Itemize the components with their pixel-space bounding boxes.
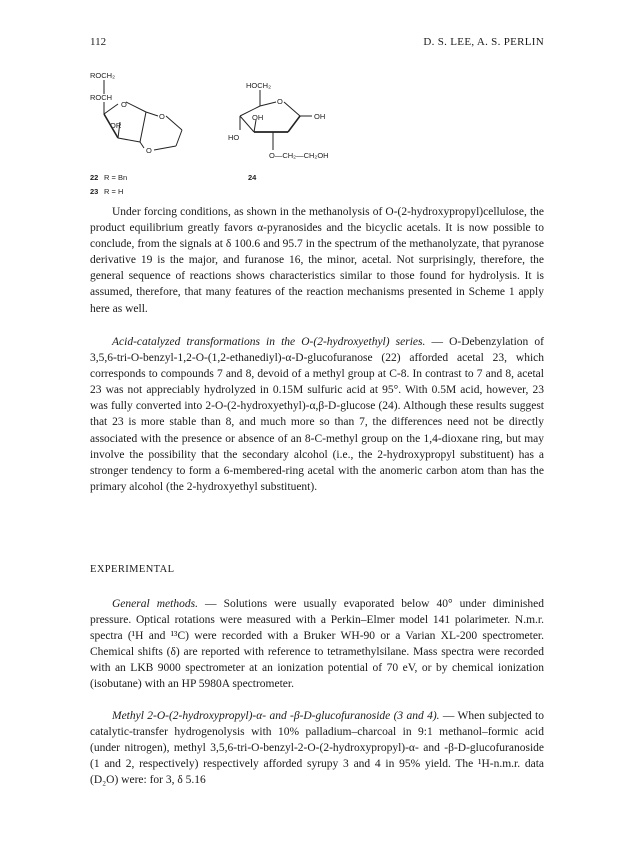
section-heading: EXPERIMENTAL [90, 564, 175, 575]
paragraph-hydroxyethyl [90, 334, 544, 495]
right-ring-oh: OH [252, 113, 264, 122]
label-23-num: 23 [90, 187, 99, 196]
structure-24 [240, 90, 312, 150]
structure-scheme [88, 58, 548, 198]
paragraph-general-methods [90, 596, 544, 693]
right-bottom-chain: O—CH₂—CH₂OH [269, 151, 329, 160]
paragraph-title: Methyl 2-O-(2-hydroxypropyl)-α- and -β-D-glucofuranoside (3 and 4). [112, 710, 440, 722]
left-top-group: ROCH₂ [90, 71, 115, 80]
right-ho: HO [228, 133, 240, 142]
left-ring-o2: O [159, 112, 165, 121]
paragraph-title: General methods. [112, 598, 198, 610]
label-24: 24 [248, 173, 257, 182]
label-22-num: 22 [90, 173, 99, 182]
paragraph-text: Methyl 2-O-(2-hydroxypropyl)-α- and -β-D-glucofuranoside (3 and 4). — When subjected to catalytic-transfer hydrogenolysis with 10% palladium–charcoal in 9:1 methanol–formic acid (under nitrogen), methyl 3,5,6-tri-O-benzyl-2-O-(2-hydroxypropyl)-α- and -β-D-glucofuranoside (1 and 2, respectively) respectively afforded syrupy 3 and 4 in 95% yield. The ¹H-n.m.r. data (D₂O) were: for 3, δ 5.16 [90, 710, 544, 787]
running-authors: D. S. LEE, A. S. PERLIN [423, 36, 544, 48]
paragraph-methyl-glucofuranoside [90, 708, 544, 788]
label-23-text: R = H [104, 187, 124, 196]
paragraph-text: General methods. — Solutions were usually evaporated below 40° under diminished pressure. Optical rotations were measured with a Perkin–Elmer model 141 polarimeter. N.m.r. spectra (¹H and ¹³C) were recorded with a Bruker WH-90 or a Varian XL-200 spectrometer. Chemical shifts (δ) are reported with reference to tetramethylsilane. Mass spectra were recorded with an LKB 9000 spectrometer at an ionization potential of 70 eV, or by chemical ionization (isobutane) with an HP 5980A spectrometer. [90, 598, 544, 691]
left-mid-group: ROCH [90, 93, 113, 102]
left-ring-o3: O [146, 146, 152, 155]
paragraph-body: When subjected to catalytic-transfer hydrogenolysis with 10% palladium–charcoal in 9:1 methanol–formic acid (under nitrogen), methyl 3,5,6-tri-O-benzyl-2-O-(2-hydroxypropyl)-α- and -β-D-glucofuranoside (1 and 2, respectively) respectively afforded syrupy 3 and 4 in 95% yield. The ¹H-n.m.r. data (D₂O) were: for 3, δ 5.16 [90, 710, 544, 787]
right-anomeric-oh: OH [314, 112, 326, 121]
paragraph-text: Under forcing conditions, as shown in the methanolysis of O-(2-hydroxypropyl)cellulose, the product equilibrium greatly favors α-pyranosides and the bicyclic acetals. It is now possible to conclude, from the signals at δ 100.6 and 95.7 in the spectrum of the methanolyzate, that pyranose derivative 19 is the major, and furanose 16, the minor, acetal. Not surprisingly, therefore, the general sequence of reactions shows characteristics similar to those found for hydrolysis. It is assumed, therefore, that many features of the reaction mechanisms presented in Scheme 1 apply here as well. [90, 206, 544, 315]
paragraph-body: O-Debenzylation of 3,5,6-tri-O-benzyl-1,2-O-(1,2-ethanediyl)-α-D-glucofuranose (22) afforded acetal 23, which corresponds to compounds 7 and 8, devoid of a methyl group at C-8. In contrast to 7 and 8, acetal 23 was not appreciably hydrolyzed in 0.15M sulfuric acid at 95°. With 0.5M acid, however, 23 was fully converted into 2-O-(2-hydroxyethyl)-α,β-D-glucose (24). Although these results suggest that 23 is more stable than 8, and much more so than 7, the differences need not be directly associated with the presence or absence of an 8-C-methyl group on the 1,4-dioxane ring, but may involve the possibility that the secondary alcohol (i.e., the 2-hydroxypropyl substituent) has a stronger tendency to form a 6-membered-ring acetal with the anomeric carbon atom than has the primary alcohol (the 2-hydroxyethyl substituent). [90, 336, 544, 493]
left-ring-substituent: OR [110, 121, 122, 130]
structure-22-23 [104, 80, 182, 150]
paragraph-body: Solutions were usually evaporated below 40° under diminished pressure. Optical rotations were measured with a Perkin–Elmer model 141 polarimeter. N.m.r. spectra (¹H and ¹³C) were recorded with a Bruker WH-90 or a Varian XL-200 spectrometer. Chemical shifts (δ) are reported with reference to tetramethylsilane. Mass spectra were recorded with an LKB 9000 spectrometer at an ionization potential of 70 eV, or by chemical ionization (isobutane) with an HP 5980A spectrometer. [90, 598, 544, 691]
paragraph-text: Acid-catalyzed transformations in the O-(2-hydroxyethyl) series. — O-Debenzylation of 3,5,6-tri-O-benzyl-1,2-O-(1,2-ethanediyl)-α-D-glucofuranose (22) afforded acetal 23, which corresponds to compounds 7 and 8, devoid of a methyl group at C-8. In contrast to 7 and 8, acetal 23 was not appreciably hydrolyzed in 0.15M sulfuric acid at 95°. With 0.5M acid, however, 23 was fully converted into 2-O-(2-hydroxyethyl)-α,β-D-glucose (24). Although these results suggest that 23 is more stable than 8, and much more so than 7, the differences need not be directly associated with the presence or absence of an 8-C-methyl group on the 1,4-dioxane ring, but may involve the possibility that the secondary alcohol (i.e., the 2-hydroxypropyl substituent) has a stronger tendency to form a 6-membered-ring acetal with the anomeric carbon atom than has the primary alcohol (the 2-hydroxyethyl substituent). [90, 336, 544, 493]
label-22-text: R = Bn [104, 173, 128, 182]
right-top-group: HOCH₂ [246, 81, 271, 90]
page-number: 112 [90, 36, 107, 48]
right-ring-o: O [277, 97, 283, 106]
paragraph-title: Acid-catalyzed transformations in the O-(2-hydroxyethyl) series. [112, 336, 426, 348]
paragraph-conclusions [90, 204, 544, 317]
left-ring-o1: O [121, 100, 127, 109]
